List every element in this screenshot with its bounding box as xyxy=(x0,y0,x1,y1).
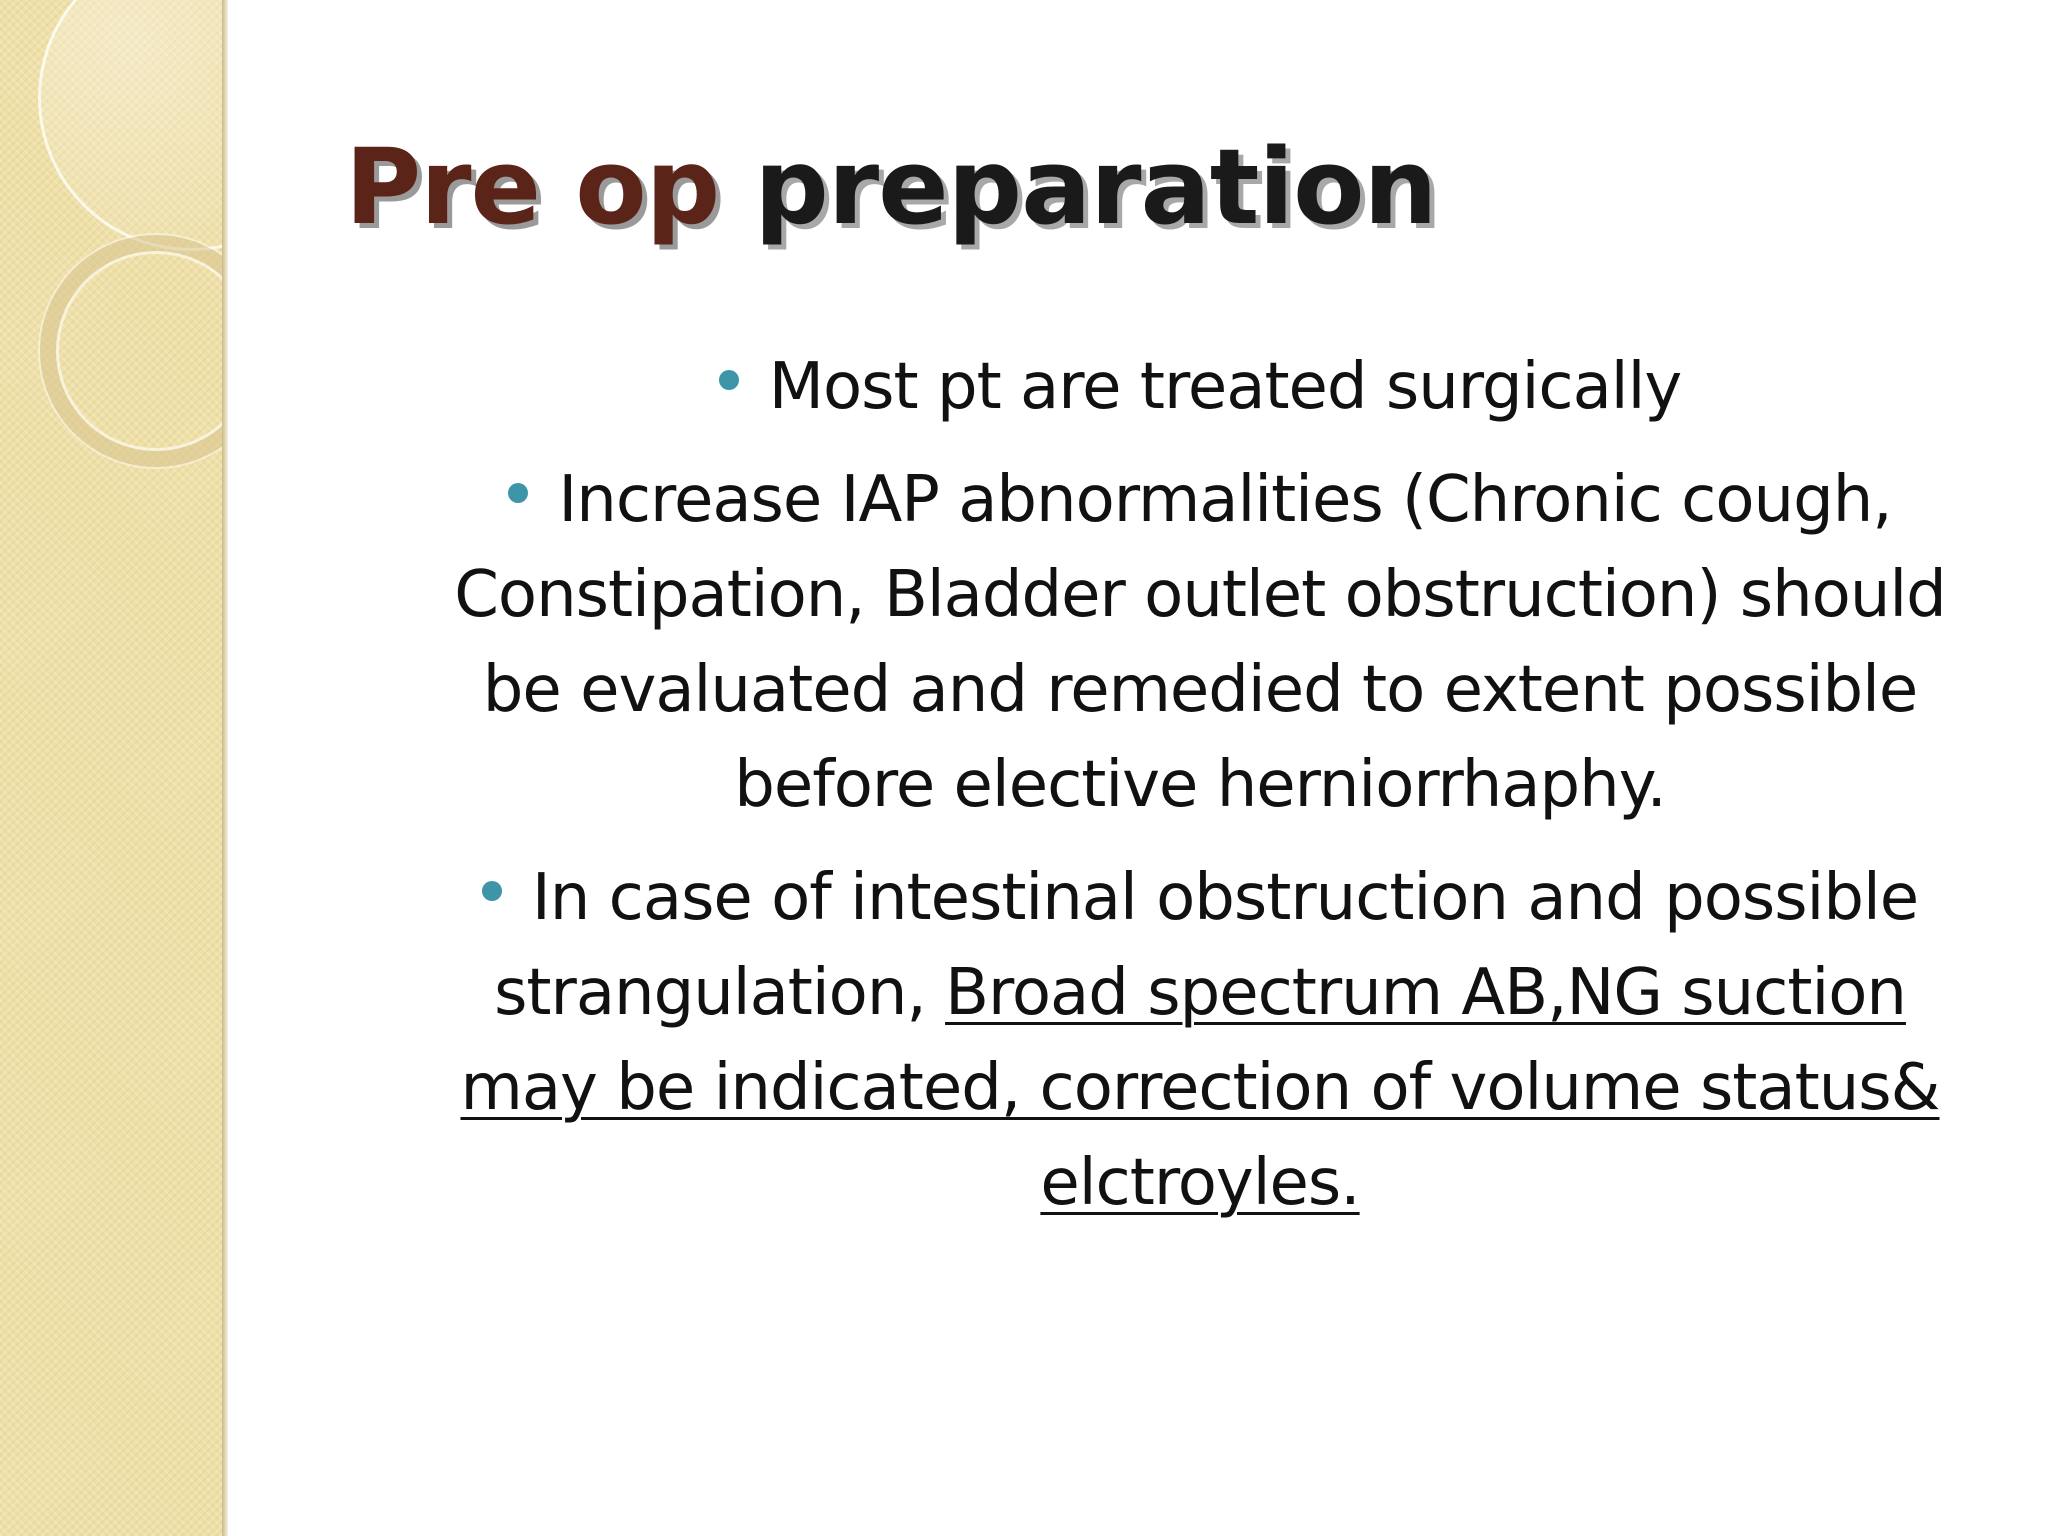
decorative-ring-small xyxy=(40,235,226,467)
bullet-item xyxy=(420,851,1980,1231)
slide-title xyxy=(345,126,1437,248)
slide-title-main: preparation xyxy=(754,126,1437,248)
bullet-text: In case of intestinal obstruction and possible strangulation, xyxy=(494,861,1919,1030)
decorative-sidebar xyxy=(0,0,226,1536)
bullet-text: Increase IAP abnormalities (Chronic cough, Constipation, Bladder outlet obstruction) should be evaluated and remedied to extent possible before elective herniorrhaphy. xyxy=(454,463,1946,822)
bullet-item xyxy=(420,453,1980,833)
bullet-item xyxy=(420,340,1980,435)
bullet-text: Most pt are treated surgically xyxy=(768,350,1682,424)
slide-title-accent: Pre op xyxy=(345,126,720,248)
sidebar-divider xyxy=(222,0,228,1536)
bullet-dot-icon xyxy=(719,370,739,390)
decorative-circle-large xyxy=(38,0,226,251)
slide-body xyxy=(420,340,1980,1249)
bullet-dot-icon xyxy=(482,881,502,901)
bullet-dot-icon xyxy=(508,483,528,503)
bullet-text-underlined: Broad spectrum AB,NG suction may be indicated, correction of volume status& elctroyles. xyxy=(460,956,1940,1220)
